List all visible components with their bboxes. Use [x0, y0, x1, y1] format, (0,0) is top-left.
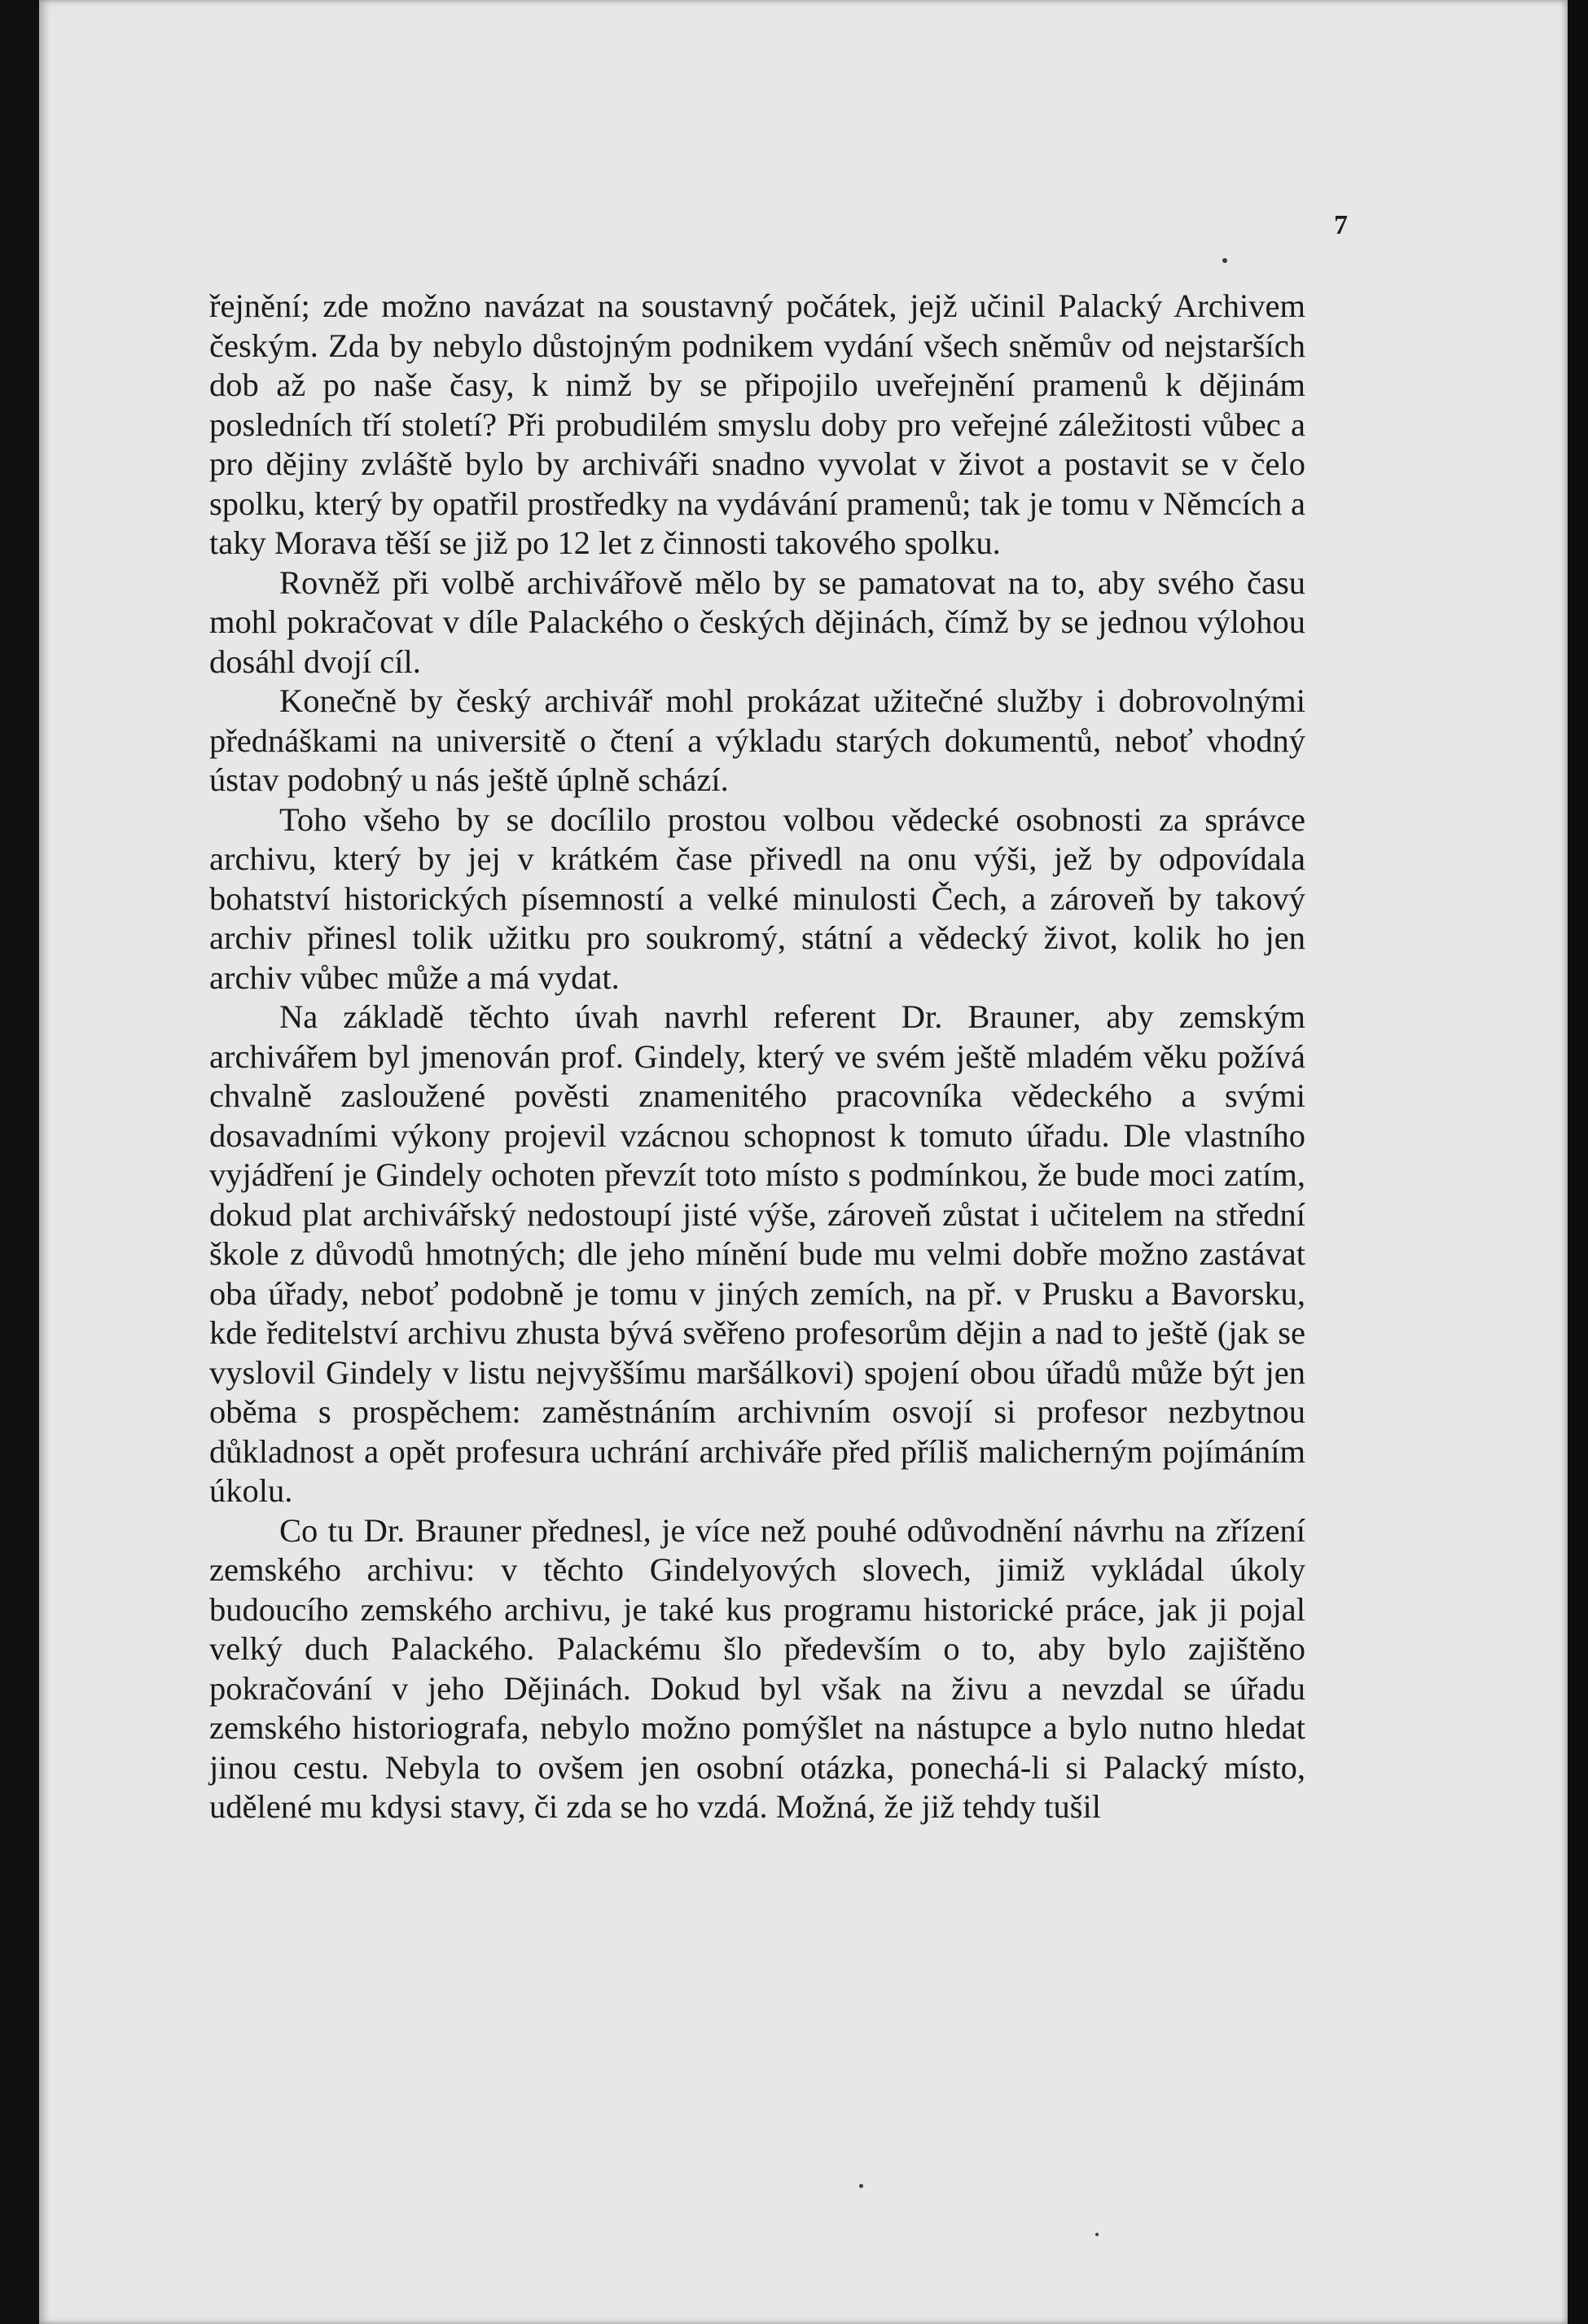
- ink-speck: [859, 2184, 863, 2188]
- body-text: [209, 287, 1305, 1827]
- right-scan-border: [1568, 0, 1588, 2324]
- ink-speck: [1095, 2233, 1099, 2236]
- paragraph: Toho všeho by se docílilo prostou volbou vědecké osobnosti za správce archivu, který by jej v krátkém čase přivedl na onu výši, jež by odpovídala bohatství historických písemností a velké minulosti Čech, a zároveň by takový archiv přinesl tolik užitku pro soukromý, státní a vědecký život, kolik ho jen archiv vůbec může a má vydat.: [209, 800, 1305, 996]
- paragraph: Konečně by český archivář mohl prokázat užitečné služby i dobrovolnými přednáškami na universitě o čtení a výkladu starých dokumentů, neboť vhodný ústav podobný u nás ještě úplně schází.: [209, 682, 1305, 798]
- paragraph: řejnění; zde možno navázat na soustavný počátek, jejž učinil Palacký Archivem českým. Zda by nebylo důstojným podnikem vydání všech sněmův od nejstarších dob až po naše časy, k nimž by se připojilo uveřejnění pramenů k dějinám posledních tří století? Při probudilém smyslu doby pro veřejné záležitosti vůbec a pro dějiny zvláště bylo by archiváři snadno vyvolat v život a postavit se v čelo spolku, který by opatřil prostředky na vydávání pramenů; tak je tomu v Němcích a taky Morava těší se již po 12 let z činnosti takového spolku.: [209, 287, 1305, 561]
- paragraph: Na základě těchto úvah navrhl referent Dr. Brauner, aby zemským archivářem byl jmenován prof. Gindely, který ve svém ještě mladém věku požívá chvalně zasloužené pověsti znamenitého pracovníka vědeckého a svými dosavadními výkony projevil vzácnou schopnost k tomuto úřadu. Dle vlastního vyjádření je Gindely ochoten převzít toto místo s podmínkou, že bude moci zatím, dokud plat archivářský nedostoupí jisté výše, zároveň zůstat i učitelem na střední škole z důvodů hmotných; dle jeho mínění bude mu velmi dobře možno zastávat oba úřady, neboť podobně je tomu v jiných zemích, na př. v Prusku a Bavorsku, kde ředitelství archivu zhusta bývá svěřeno profesorům dějin a nad to ještě (jak se vyslovil Gindely v listu nejvyššímu maršálkovi) spojení obou úřadů může být jen oběma s prospěchem: zaměstnáním archivním osvojí si profesor nezbytnou důkladnost a opět profesura uchrání archiváře před příliš malicherným pojímáním úkolu.: [209, 998, 1305, 1509]
- ink-speck: [1222, 258, 1227, 263]
- page-number: 7: [1334, 210, 1348, 240]
- paragraph: Co tu Dr. Brauner přednesl, je více než pouhé odůvodnění návrhu na zřízení zemského archivu: v těchto Gindelyových slovech, jimiž vykládal úkoly budoucího zemského archivu, je také kus programu historické práce, jak ji pojal velký duch Palackého. Palackému šlo především o to, aby bylo zajištěno pokračování v jeho Dějinách. Dokud byl však na živu a nevzdal se úřadu zemského historiografa, nebylo možno pomýšlet na nástupce a bylo nutno hledat jinou cestu. Nebyla to ovšem jen osobní otázka, ponechá-li si Palacký místo, udělené mu kdysi stavy, či zda se ho vzdá. Možná, že již tehdy tušil: [209, 1511, 1305, 1825]
- paragraph: Rovněž při volbě archivářově mělo by se pamatovat na to, aby svého času mohl pokračovat v díle Palackého o českých dějinách, čímž by se jednou výlohou dosáhl dvojí cíl.: [209, 563, 1305, 680]
- left-scan-border: [0, 0, 39, 2324]
